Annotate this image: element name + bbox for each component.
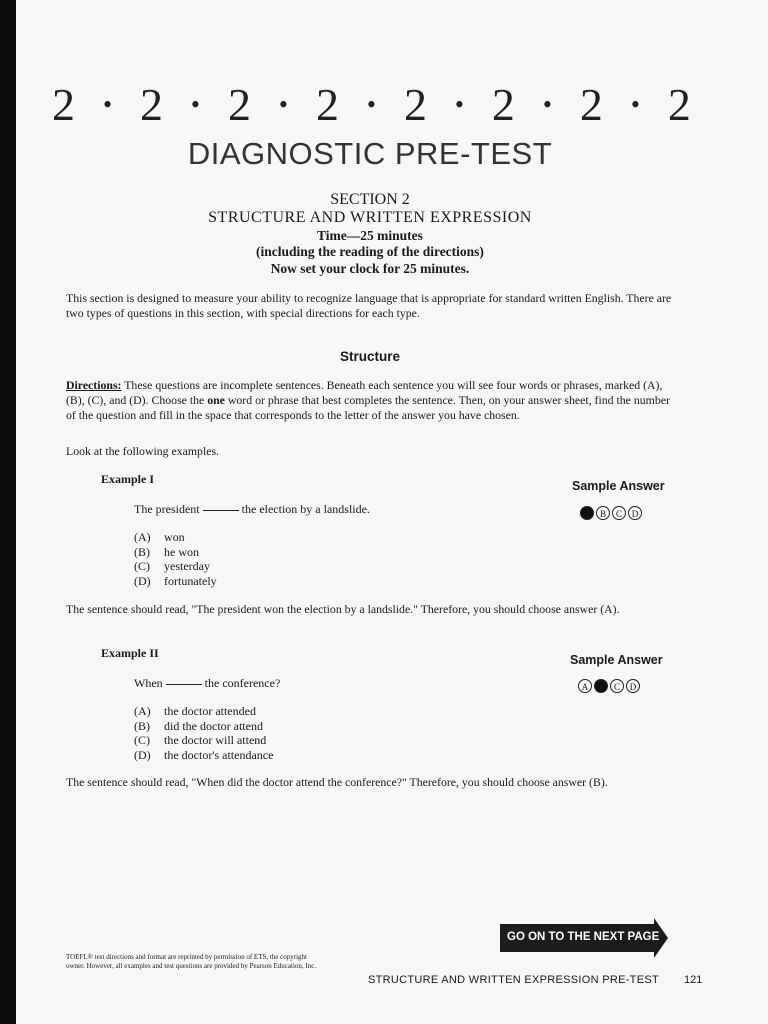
answer-bubble-a: A — [580, 506, 594, 520]
banner-digit: 2 — [579, 79, 604, 130]
choice-text: fortunately — [164, 573, 217, 588]
answer-bubble-c: C — [610, 679, 624, 693]
choice-item — [134, 559, 217, 574]
choice-item — [134, 733, 273, 748]
banner-digit: 2 — [139, 79, 164, 130]
question-text: When — [134, 676, 163, 690]
choice-text: the doctor will attend — [164, 733, 267, 747]
sample-answer-label: Sample Answer — [570, 653, 663, 667]
directions-emphasis: one — [207, 393, 225, 407]
question-text: the conference? — [204, 676, 281, 690]
sample-answer-bubbles — [580, 506, 642, 520]
choice-letter: (B) — [134, 718, 150, 733]
section-time: Time—25 minutes — [317, 228, 423, 243]
banner-dot: • — [454, 89, 465, 119]
example-question — [134, 502, 370, 517]
answer-bubble-c: C — [612, 506, 626, 520]
choice-text: won — [164, 530, 185, 544]
choice-letter: (A) — [134, 704, 151, 718]
go-on-label: GO ON TO THE NEXT PAGE — [507, 931, 660, 943]
choice-letter: (D) — [134, 573, 151, 588]
page-title: DIAGNOSTIC PRE-TEST — [187, 136, 553, 171]
choice-text: yesterday — [164, 559, 210, 573]
example-label: Example I — [101, 472, 155, 486]
choice-item — [134, 748, 273, 763]
banner-dot: • — [366, 89, 377, 119]
section-banner — [52, 78, 692, 131]
running-footer: STRUCTURE AND WRITTEN EXPRESSION PRE-TEST — [368, 974, 659, 986]
choice-text: did the doctor attend — [164, 718, 263, 733]
choice-text: he won — [164, 544, 199, 559]
banner-digit: 2 — [491, 79, 516, 130]
example-question — [134, 676, 280, 691]
example-explanation: The sentence should read, "When did the doctor attend the conference?" Therefore, you should choose answer (B). — [66, 775, 608, 789]
example-choices — [134, 704, 273, 762]
choice-text: the doctor attended — [164, 704, 256, 718]
directions-label: Directions: — [66, 378, 122, 392]
banner-dot: • — [190, 89, 202, 119]
directions-text: These questions are incomplete sentences. Beneath each sentence you will see four words or phrases, marked (A), (B), (C), and (D). Choose the — [66, 378, 663, 407]
go-on-arrow — [500, 918, 668, 958]
choice-letter: (D) — [134, 747, 151, 762]
copyright-note: TOEFL® test directions and format are reprinted by permission of ETS, the copyright owner. However, all examples and test questions are provided by Pearson Education, Inc. — [66, 953, 317, 970]
answer-bubble-b: B — [594, 679, 608, 693]
section-intro: This section is designed to measure your ability to recognize language that is appropriate for standard written English. There are two types of questions in this section, with special directions for each type. — [66, 291, 672, 320]
choice-item — [134, 719, 273, 734]
section-number: SECTION 2 — [330, 191, 410, 208]
section-name: STRUCTURE AND WRITTEN EXPRESSION — [208, 209, 532, 226]
banner-dot: • — [278, 89, 290, 119]
answer-bubble-d: D — [628, 506, 642, 520]
answer-bubble-b: B — [596, 506, 610, 520]
choice-text: the doctor's attendance — [164, 747, 274, 762]
answer-bubble-d: D — [626, 679, 640, 693]
choice-letter: (C) — [134, 733, 150, 747]
page-number: 121 — [684, 974, 703, 986]
example-choices — [134, 530, 217, 588]
banner-dot: • — [542, 89, 553, 119]
example-explanation: The sentence should read, "The president won the election by a landslide." Therefore, you should choose answer (A). — [66, 602, 620, 616]
section-clock-instruction: Now set your clock for 25 minutes. — [270, 261, 470, 276]
banner-dot: • — [102, 89, 114, 119]
choice-item — [134, 545, 217, 560]
sample-answer-bubbles — [578, 679, 640, 693]
banner-digit: 2 — [315, 79, 340, 130]
banner-digit: 2 — [227, 79, 252, 130]
question-blank — [203, 509, 239, 511]
sample-answer-label: Sample Answer — [572, 479, 665, 493]
choice-letter: (B) — [134, 544, 150, 559]
banner-digit: 2 — [667, 79, 692, 130]
banner-dot: • — [630, 89, 641, 119]
look-at-examples: Look at the following examples. — [66, 444, 219, 458]
question-text: The president — [134, 502, 200, 516]
question-blank — [166, 683, 202, 685]
choice-letter: (C) — [134, 559, 150, 573]
choice-letter: (A) — [134, 530, 151, 544]
choice-item — [134, 530, 217, 545]
answer-bubble-a: A — [578, 679, 592, 693]
choice-item — [134, 704, 273, 719]
section-time-note: (including the reading of the directions) — [256, 244, 484, 259]
banner-digit: 2 — [52, 79, 76, 130]
banner-digit: 2 — [403, 79, 428, 130]
structure-heading: Structure — [339, 349, 400, 364]
directions-text: word or phrase that best completes the sentence. Then, on your answer sheet, find the number of the question and fill in the space that corresponds to the letter of the answer you have chosen. — [66, 393, 670, 422]
example-label: Example II — [101, 646, 159, 660]
choice-item — [134, 574, 217, 589]
question-text: the election by a landslide. — [241, 502, 370, 516]
directions-paragraph — [66, 378, 676, 423]
